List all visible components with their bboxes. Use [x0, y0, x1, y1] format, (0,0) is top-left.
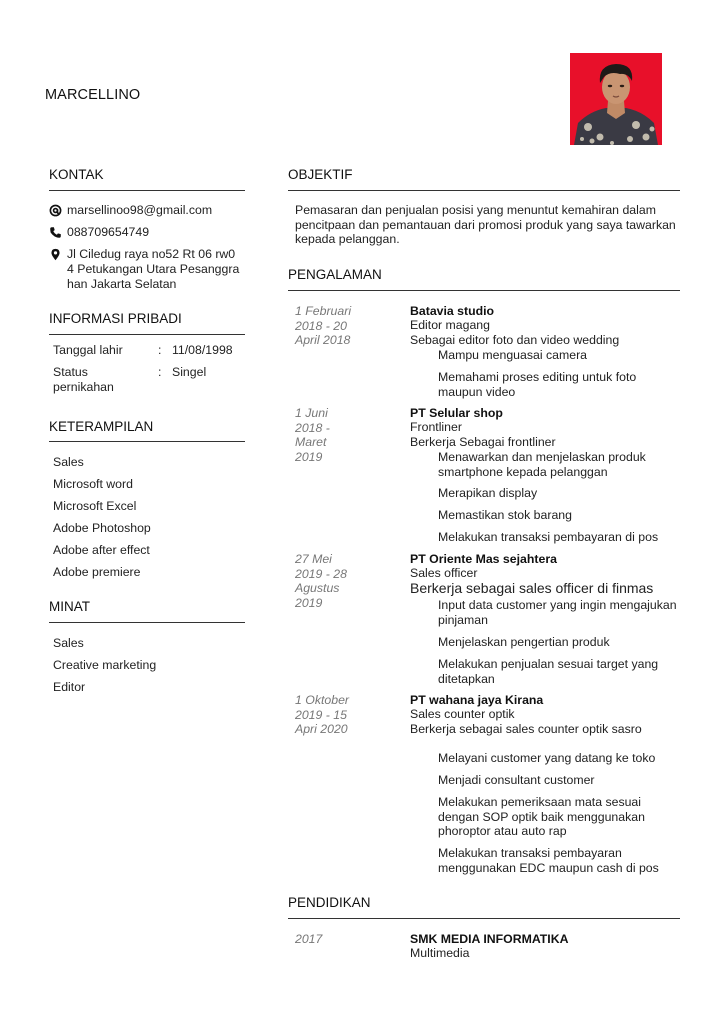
experience-company: Batavia studio — [410, 304, 495, 318]
section-title-experience: PENGALAMAN — [288, 267, 382, 282]
candidate-name: MARCELLINO — [45, 87, 141, 103]
experience-duty: Input data customer yang ingin mengajukan pinjaman — [438, 598, 677, 627]
date-line: 2018 - — [295, 420, 330, 435]
skill-item: Adobe after effect — [53, 543, 150, 557]
date-line: 2019 - 28 — [295, 566, 347, 581]
date-line: 1 Oktober — [295, 693, 349, 707]
skill-item: Adobe Photoshop — [53, 521, 151, 535]
date-line: Agustus — [295, 581, 340, 596]
experience-duty: Melakukan pemeriksaan mata sesuai dengan SOP optik baik menggunakan phoroptor atau auto rap — [438, 795, 645, 839]
date-line: 2019 - 15 — [295, 707, 347, 722]
experience-duty: Melakukan penjualan sesuai target yang ditetapkan — [438, 657, 659, 686]
section-title-interests: MINAT — [49, 599, 90, 614]
date-line: 2018 - 20 — [295, 318, 347, 333]
interest-item: Editor — [53, 680, 86, 694]
experience-duty: Menjadi consultant customer — [438, 773, 595, 787]
experience-role: Editor magang — [410, 318, 490, 332]
colon: : — [158, 343, 162, 357]
profile-photo — [570, 53, 662, 145]
date-line: 2019 — [295, 449, 323, 464]
skill-item: Sales — [53, 455, 84, 469]
divider — [288, 190, 680, 191]
experience-duty: Memahami proses editing untuk foto maupun video — [438, 370, 637, 399]
education-school: SMK MEDIA INFORMATIKA — [410, 932, 569, 946]
date-line: 2019 — [295, 595, 323, 610]
experience-date — [295, 552, 395, 610]
education-year: 2017 — [295, 932, 323, 946]
experience-duty: Menjelaskan pengertian produk — [438, 635, 610, 649]
address-line-1: Jl Ciledug raya no52 Rt 06 rw0 — [67, 247, 236, 261]
experience-description: Berkerja sebagai sales officer di finmas — [410, 580, 654, 596]
experience-duty: Mampu menguasai camera — [438, 348, 587, 362]
divider — [49, 622, 245, 623]
experience-company: PT wahana jaya Kirana — [410, 693, 544, 707]
location-pin-icon — [49, 248, 62, 261]
divider — [49, 334, 245, 335]
date-line: Apri 2020 — [295, 722, 348, 737]
experience-role: Sales counter optik — [410, 707, 515, 721]
birthdate-label: Tanggal lahir — [53, 343, 123, 357]
date-line: Maret — [295, 435, 327, 450]
section-title-personal: INFORMASI PRIBADI — [49, 311, 182, 326]
experience-duty: Melayani customer yang datang ke toko — [438, 751, 656, 765]
experience-description: Sebagai editor foto dan video wedding — [410, 333, 620, 347]
birthdate-value: 11/08/1998 — [172, 343, 233, 357]
divider — [288, 918, 680, 919]
at-icon — [49, 204, 62, 217]
date-line: 1 Juni — [295, 406, 328, 420]
address-line-2: 4 Petukangan Utara Pesanggra — [67, 262, 240, 276]
marital-value: Singel — [172, 365, 207, 379]
experience-duty: Melakukan transaksi pembayaran menggunakan EDC maupun cash di pos — [438, 846, 659, 875]
date-line: 27 Mei — [295, 552, 332, 566]
education-major: Multimedia — [410, 946, 470, 960]
section-title-skills: KETERAMPILAN — [49, 419, 154, 434]
interest-item: Creative marketing — [53, 658, 157, 672]
skill-item: Microsoft word — [53, 477, 133, 491]
experience-description: Berkerja Sebagai frontliner — [410, 435, 556, 449]
divider — [49, 190, 245, 191]
experience-date — [295, 693, 395, 737]
objective-text: Pemasaran dan penjualan posisi yang menuntut kemahiran dalam pencitpaan dan pemantauan dari promosi produk yang saya tawarkan kepada pelanggan. — [295, 203, 676, 247]
email-text: marsellinoo98@gmail.com — [67, 203, 213, 217]
section-title-objective: OBJEKTIF — [288, 167, 353, 182]
phone-icon — [49, 226, 62, 239]
divider — [288, 290, 680, 291]
address-line-3: han Jakarta Selatan — [67, 277, 177, 291]
experience-company: PT Selular shop — [410, 406, 503, 420]
skill-item: Adobe premiere — [53, 565, 141, 579]
experience-date — [295, 304, 395, 348]
date-line: April 2018 — [295, 333, 351, 348]
date-line: 1 Februari — [295, 304, 352, 318]
section-title-education: PENDIDIKAN — [288, 895, 371, 910]
experience-company: PT Oriente Mas sejahtera — [410, 552, 557, 566]
experience-duty: Merapikan display — [438, 486, 538, 500]
interest-item: Sales — [53, 636, 84, 650]
marital-label-2: pernikahan — [53, 380, 114, 394]
section-title-contact: KONTAK — [49, 167, 104, 182]
experience-role: Sales officer — [410, 566, 478, 580]
colon: : — [158, 365, 162, 379]
experience-role: Frontliner — [410, 420, 462, 434]
skill-item: Microsoft Excel — [53, 499, 137, 513]
experience-duty: Menawarkan dan menjelaskan produk smartphone kepada pelanggan — [438, 450, 646, 479]
experience-date — [295, 406, 395, 464]
phone-text: 088709654749 — [67, 225, 150, 239]
experience-duty: Melakukan transaksi pembayaran di pos — [438, 530, 659, 544]
divider — [49, 441, 245, 442]
experience-description: Berkerja sebagai sales counter optik sasro — [410, 722, 642, 736]
marital-label-1: Status — [53, 365, 88, 379]
experience-duty: Memastikan stok barang — [438, 508, 572, 522]
